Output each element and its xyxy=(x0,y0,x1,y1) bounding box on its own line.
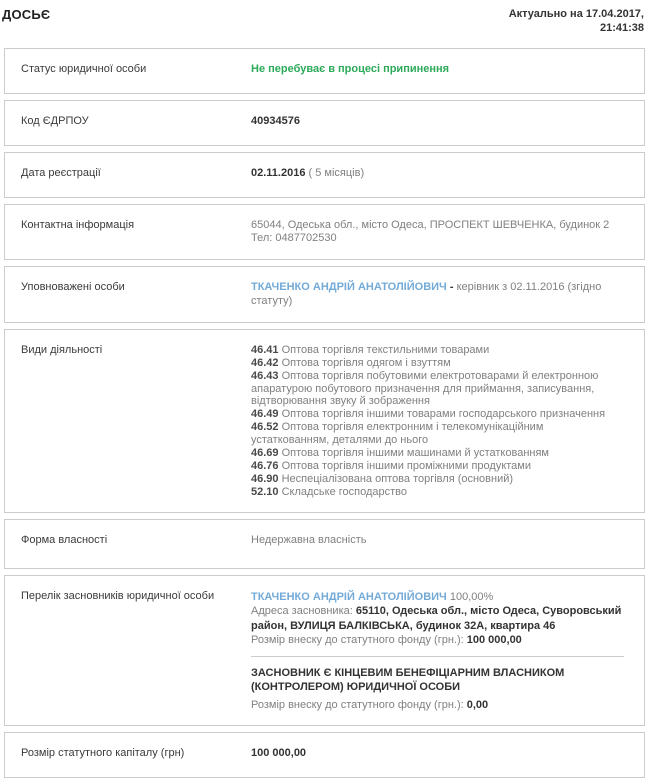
activity-code: 52.10 xyxy=(251,486,279,499)
activity-code: 46.90 xyxy=(251,473,279,486)
row-authorized-persons xyxy=(4,266,645,323)
activity-text: Оптова торгівля одягом і взуттям xyxy=(281,356,451,369)
activity-text: Оптова торгівля текстильними товарами xyxy=(281,343,490,356)
beneficiary-title: ЗАСНОВНИК Є КІНЦЕВИМ БЕНЕФІЦІАРНИМ ВЛАСНИКОМ (КОНТРОЛЕРОМ) ЮРИДИЧНОЇ ОСОБИ xyxy=(251,667,565,694)
updated-date: Актуально на 17.04.2017, xyxy=(508,8,644,20)
authorized-persons-label: Уповноважені особи xyxy=(21,281,125,294)
activity-item xyxy=(251,447,624,460)
statutory-capital-value: 100 000,00 xyxy=(251,747,307,760)
activity-code: 46.42 xyxy=(251,356,279,369)
activity-text: Оптова торгівля електронним і телекомунікаційним устаткованням, деталями до нього xyxy=(251,421,544,447)
activity-item xyxy=(251,357,624,370)
page-header xyxy=(0,0,649,36)
founder-contribution-line xyxy=(251,633,624,647)
activity-text: Складське господарство xyxy=(281,486,408,499)
activity-code: 46.52 xyxy=(251,421,279,434)
contact-info-label: Контактна інформація xyxy=(21,218,135,231)
row-edrpou xyxy=(4,100,645,146)
row-statutory-capital xyxy=(4,732,645,778)
founder-entry xyxy=(251,590,624,604)
authorized-person-dash: - xyxy=(449,281,454,294)
authorized-person-link[interactable]: ТКАЧЕНКО АНДРІЙ АНАТОЛІЙОВИЧ xyxy=(251,281,447,294)
beneficiary-contribution-value: 0,00 xyxy=(466,698,489,711)
contact-address: 65044, Одеська обл., місто Одеса, ПРОСПЕКТ ШЕВЧЕНКА, будинок 2 xyxy=(251,218,610,231)
founder-contribution-label: Розмір внеску до статутного фонду (грн.): xyxy=(251,633,467,646)
activities-list xyxy=(251,344,628,500)
activity-text: Оптова торгівля побутовими електротоварами й електронною апаратурою побутового призначення для приймання, записування, відтворювання звуку й зображення xyxy=(251,369,599,408)
updated-time: 21:41:38 xyxy=(599,22,644,35)
founder-divider xyxy=(251,656,624,657)
activity-text: Оптова торгівля іншими проміжними продуктами xyxy=(281,460,531,473)
founder-address-value: 65110, Одеська обл., місто Одеса, Суворовський район, ВУЛИЦЯ БАЛКІВСЬКА, будинок 32А, квартира 46 xyxy=(251,605,622,632)
activity-item xyxy=(251,460,624,473)
activity-text: Оптова торгівля іншими машинами й устаткованням xyxy=(281,447,549,460)
activity-item xyxy=(251,486,624,499)
registration-date-label: Дата реєстрації xyxy=(21,166,101,179)
dossier-table xyxy=(4,48,645,778)
activity-item xyxy=(251,408,624,421)
edrpou-value: 40934576 xyxy=(251,114,300,127)
activity-code: 46.43 xyxy=(251,369,279,382)
activities-label: Види діяльності xyxy=(21,343,103,356)
founder-contribution-value: 100 000,00 xyxy=(466,633,522,646)
row-activities xyxy=(4,329,645,514)
founder-address-line xyxy=(251,604,624,633)
status-value: Не перебуває в процесі припинення xyxy=(251,62,450,75)
contact-phone: Тел: 0487702530 xyxy=(251,232,337,245)
activity-item xyxy=(251,344,624,357)
activity-item xyxy=(251,421,624,447)
row-status xyxy=(4,48,645,94)
activity-text: Неспеціалізована оптова торгівля (основний) xyxy=(281,473,514,486)
authorized-person-role: керівник з 02.11.2016 (згідно статуту) xyxy=(251,281,602,307)
edrpou-label: Код ЄДРПОУ xyxy=(21,114,89,127)
ownership-form-value: Недержавна власність xyxy=(251,534,367,547)
registration-age-note: ( 5 місяців) xyxy=(308,166,365,179)
founder-address-label: Адреса засновника: xyxy=(251,605,356,618)
founder-name-link[interactable]: ТКАЧЕНКО АНДРІЙ АНАТОЛІЙОВИЧ xyxy=(251,590,447,603)
activity-code: 46.41 xyxy=(251,343,279,356)
beneficiary-contribution-label: Розмір внеску до статутного фонду (грн.): xyxy=(251,698,467,711)
row-contact-info xyxy=(4,204,645,261)
row-ownership-form xyxy=(4,519,645,569)
status-label: Статус юридичної особи xyxy=(21,62,147,75)
activity-item xyxy=(251,370,624,409)
page-title: ДОСЬЄ xyxy=(2,7,51,22)
activity-text: Оптова торгівля іншими товарами господарського призначення xyxy=(281,408,606,421)
activity-code: 46.76 xyxy=(251,460,279,473)
activity-code: 46.49 xyxy=(251,408,279,421)
row-founders xyxy=(4,575,645,726)
activity-code: 46.69 xyxy=(251,447,279,460)
beneficiary-contribution-line xyxy=(251,698,624,712)
activity-item xyxy=(251,473,624,486)
ownership-form-label: Форма власності xyxy=(21,534,108,547)
row-registration-date xyxy=(4,152,645,198)
founder-share: 100,00% xyxy=(449,590,494,603)
founders-label: Перелік засновників юридичної особи xyxy=(21,589,215,602)
registration-date-value: 02.11.2016 xyxy=(251,166,306,179)
updated-timestamp xyxy=(509,7,644,36)
statutory-capital-label: Розмір статутного капіталу (грн) xyxy=(21,747,185,760)
